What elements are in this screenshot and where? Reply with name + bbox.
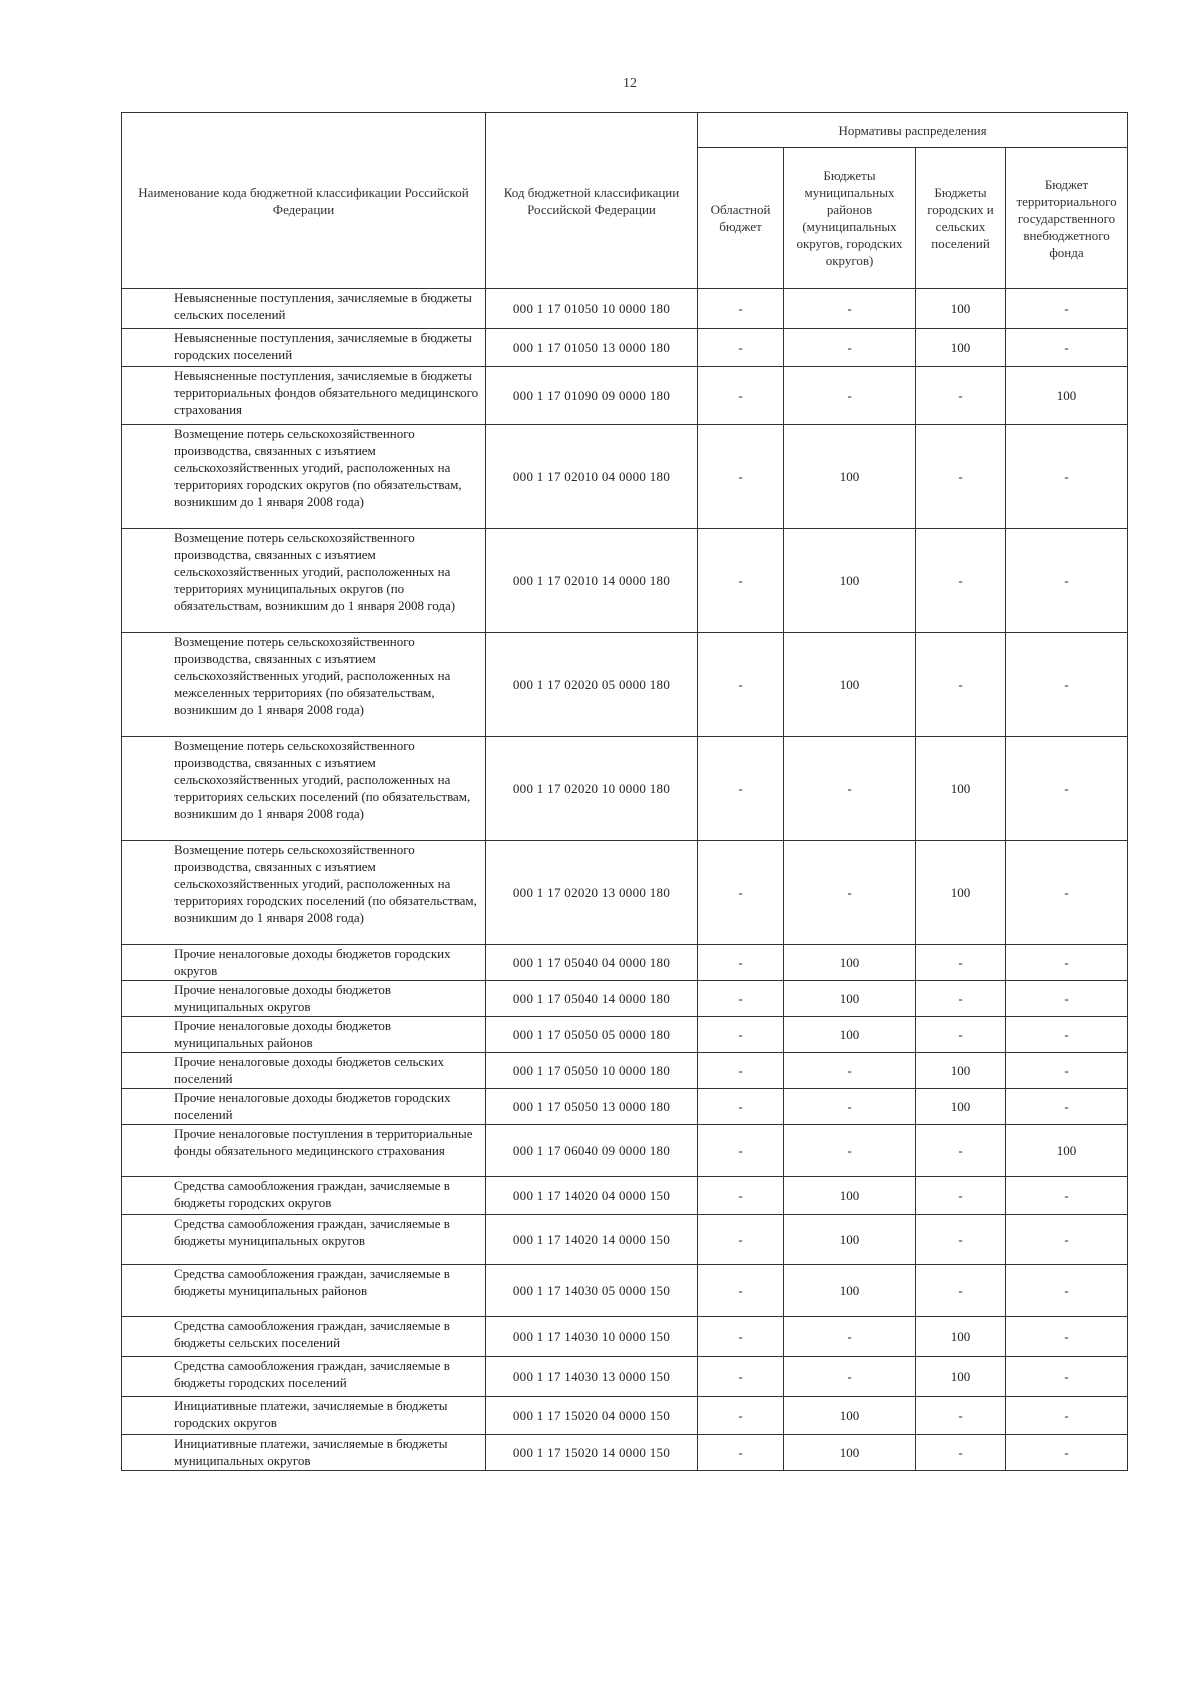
row-code: 000 1 17 05050 05 0000 180 [486, 1017, 698, 1053]
row-name: Прочие неналоговые доходы бюджетов сельских поселений [122, 1053, 486, 1089]
row-settlement-value: 100 [916, 1089, 1006, 1125]
row-fund-value: - [1006, 1317, 1128, 1357]
table-row [122, 1265, 1128, 1317]
table-body [122, 289, 1128, 1471]
row-name: Возмещение потерь сельскохозяйственного производства, связанных с изъятием сельскохозяйственных угодий, расположенных на межселенных территориях (по обязательствам, возникшим до 1 января 2008 года) [122, 633, 486, 737]
row-code: 000 1 17 06040 09 0000 180 [486, 1125, 698, 1177]
row-fund-value: - [1006, 633, 1128, 737]
row-regional-value: - [698, 529, 784, 633]
row-municipal-value: - [784, 1317, 916, 1357]
budget-distribution-table [121, 112, 1128, 1471]
table-row [122, 289, 1128, 329]
row-regional-value: - [698, 981, 784, 1017]
row-municipal-value: - [784, 1357, 916, 1397]
row-regional-value: - [698, 1317, 784, 1357]
row-name: Прочие неналоговые доходы бюджетов муниципальных округов [122, 981, 486, 1017]
table-row [122, 1215, 1128, 1265]
row-name: Прочие неналоговые доходы бюджетов городских поселений [122, 1089, 486, 1125]
row-name: Невыясненные поступления, зачисляемые в бюджеты городских поселений [122, 329, 486, 367]
row-settlement-value: - [916, 1017, 1006, 1053]
row-settlement-value: - [916, 1397, 1006, 1435]
row-name: Возмещение потерь сельскохозяйственного производства, связанных с изъятием сельскохозяйственных угодий, расположенных на территориях городских поселений (по обязательствам, возникшим до 1 января 2008 года) [122, 841, 486, 945]
row-regional-value: - [698, 1397, 784, 1435]
row-name: Возмещение потерь сельскохозяйственного производства, связанных с изъятием сельскохозяйственных угодий, расположенных на территориях муниципальных округов (по обязательствам, возникшим до 1 января 2008 года) [122, 529, 486, 633]
row-regional-value: - [698, 841, 784, 945]
table-row [122, 981, 1128, 1017]
row-code: 000 1 17 05050 10 0000 180 [486, 1053, 698, 1089]
table-row [122, 1317, 1128, 1357]
row-fund-value: - [1006, 981, 1128, 1017]
row-code: 000 1 17 05040 04 0000 180 [486, 945, 698, 981]
row-municipal-value: 100 [784, 1435, 916, 1471]
row-regional-value: - [698, 1089, 784, 1125]
table-row [122, 1053, 1128, 1089]
header-municipal-budgets: Бюджеты муниципальных районов (муниципальных округов, городских округов) [784, 148, 916, 289]
row-code: 000 1 17 14030 10 0000 150 [486, 1317, 698, 1357]
row-settlement-value: 100 [916, 1053, 1006, 1089]
row-name: Прочие неналоговые поступления в территориальные фонды обязательного медицинского страхования [122, 1125, 486, 1177]
row-regional-value: - [698, 1177, 784, 1215]
row-settlement-value: 100 [916, 329, 1006, 367]
row-regional-value: - [698, 367, 784, 425]
row-name: Средства самообложения граждан, зачисляемые в бюджеты городских поселений [122, 1357, 486, 1397]
table-row [122, 1089, 1128, 1125]
row-municipal-value: - [784, 289, 916, 329]
header-code-column: Код бюджетной классификации Российской Федерации [486, 113, 698, 289]
row-fund-value: 100 [1006, 1125, 1128, 1177]
row-regional-value: - [698, 1357, 784, 1397]
row-municipal-value: - [784, 737, 916, 841]
row-code: 000 1 17 02010 14 0000 180 [486, 529, 698, 633]
row-regional-value: - [698, 737, 784, 841]
table-row [122, 1397, 1128, 1435]
row-fund-value: - [1006, 945, 1128, 981]
table-row [122, 1125, 1128, 1177]
row-municipal-value: 100 [784, 1265, 916, 1317]
row-fund-value: - [1006, 1089, 1128, 1125]
row-code: 000 1 17 14030 05 0000 150 [486, 1265, 698, 1317]
row-fund-value: - [1006, 1265, 1128, 1317]
row-municipal-value: - [784, 367, 916, 425]
row-settlement-value: - [916, 367, 1006, 425]
row-regional-value: - [698, 1053, 784, 1089]
row-code: 000 1 17 02020 10 0000 180 [486, 737, 698, 841]
row-settlement-value: 100 [916, 289, 1006, 329]
row-code: 000 1 17 14020 14 0000 150 [486, 1215, 698, 1265]
row-settlement-value: 100 [916, 1317, 1006, 1357]
row-name: Средства самообложения граждан, зачисляемые в бюджеты муниципальных районов [122, 1265, 486, 1317]
row-municipal-value: 100 [784, 945, 916, 981]
row-municipal-value: - [784, 841, 916, 945]
row-settlement-value: - [916, 981, 1006, 1017]
row-regional-value: - [698, 1265, 784, 1317]
table-row [122, 425, 1128, 529]
row-code: 000 1 17 05040 14 0000 180 [486, 981, 698, 1017]
page-number: 12 [623, 76, 637, 91]
row-code: 000 1 17 15020 14 0000 150 [486, 1435, 698, 1471]
row-regional-value: - [698, 289, 784, 329]
row-municipal-value: - [784, 1089, 916, 1125]
row-code: 000 1 17 02020 13 0000 180 [486, 841, 698, 945]
row-regional-value: - [698, 1435, 784, 1471]
row-settlement-value: - [916, 1177, 1006, 1215]
row-regional-value: - [698, 425, 784, 529]
row-fund-value: - [1006, 329, 1128, 367]
row-name: Прочие неналоговые доходы бюджетов городских округов [122, 945, 486, 981]
row-settlement-value: - [916, 1435, 1006, 1471]
row-code: 000 1 17 02020 05 0000 180 [486, 633, 698, 737]
row-municipal-value: 100 [784, 529, 916, 633]
row-fund-value: - [1006, 841, 1128, 945]
table-row [122, 841, 1128, 945]
row-settlement-value: - [916, 633, 1006, 737]
row-regional-value: - [698, 1215, 784, 1265]
row-fund-value: - [1006, 1357, 1128, 1397]
row-fund-value: 100 [1006, 367, 1128, 425]
table-row [122, 1435, 1128, 1471]
row-regional-value: - [698, 1125, 784, 1177]
table-row [122, 329, 1128, 367]
row-code: 000 1 17 01050 10 0000 180 [486, 289, 698, 329]
row-fund-value: - [1006, 737, 1128, 841]
table-header [122, 113, 1128, 289]
header-distribution-group: Нормативы распределения [698, 113, 1128, 148]
row-fund-value: - [1006, 529, 1128, 633]
row-name: Возмещение потерь сельскохозяйственного производства, связанных с изъятием сельскохозяйственных угодий, расположенных на территориях городских округов (по обязательствам, возникшим до 1 января 2008 года) [122, 425, 486, 529]
row-municipal-value: 100 [784, 1397, 916, 1435]
table-row [122, 1177, 1128, 1215]
table-row [122, 1357, 1128, 1397]
row-name: Прочие неналоговые доходы бюджетов муниципальных районов [122, 1017, 486, 1053]
row-fund-value: - [1006, 1215, 1128, 1265]
row-code: 000 1 17 02010 04 0000 180 [486, 425, 698, 529]
row-name: Средства самообложения граждан, зачисляемые в бюджеты муниципальных округов [122, 1215, 486, 1265]
table-row [122, 945, 1128, 981]
row-code: 000 1 17 01050 13 0000 180 [486, 329, 698, 367]
row-fund-value: - [1006, 1435, 1128, 1471]
row-name: Средства самообложения граждан, зачисляемые в бюджеты городских округов [122, 1177, 486, 1215]
header-extrabudgetary-fund: Бюджет территориального государственного внебюджетного фонда [1006, 148, 1128, 289]
header-regional-budget: Областной бюджет [698, 148, 784, 289]
row-regional-value: - [698, 329, 784, 367]
header-name-column: Наименование кода бюджетной классификации Российской Федерации [122, 113, 486, 289]
row-regional-value: - [698, 633, 784, 737]
row-municipal-value: 100 [784, 981, 916, 1017]
row-settlement-value: 100 [916, 841, 1006, 945]
row-fund-value: - [1006, 1053, 1128, 1089]
row-municipal-value: - [784, 1125, 916, 1177]
row-name: Инициативные платежи, зачисляемые в бюджеты городских округов [122, 1397, 486, 1435]
table-row [122, 737, 1128, 841]
row-code: 000 1 17 01090 09 0000 180 [486, 367, 698, 425]
row-fund-value: - [1006, 1017, 1128, 1053]
header-settlement-budgets: Бюджеты городских и сельских поселений [916, 148, 1006, 289]
table-row [122, 367, 1128, 425]
row-name: Невыясненные поступления, зачисляемые в бюджеты сельских поселений [122, 289, 486, 329]
row-fund-value: - [1006, 1177, 1128, 1215]
row-fund-value: - [1006, 1397, 1128, 1435]
row-name: Средства самообложения граждан, зачисляемые в бюджеты сельских поселений [122, 1317, 486, 1357]
row-settlement-value: - [916, 1125, 1006, 1177]
row-code: 000 1 17 05050 13 0000 180 [486, 1089, 698, 1125]
row-municipal-value: - [784, 329, 916, 367]
row-settlement-value: 100 [916, 737, 1006, 841]
row-settlement-value: - [916, 425, 1006, 529]
row-municipal-value: 100 [784, 425, 916, 529]
row-regional-value: - [698, 1017, 784, 1053]
table-row [122, 529, 1128, 633]
row-settlement-value: 100 [916, 1357, 1006, 1397]
table-row [122, 633, 1128, 737]
row-settlement-value: - [916, 945, 1006, 981]
row-code: 000 1 17 14030 13 0000 150 [486, 1357, 698, 1397]
row-fund-value: - [1006, 425, 1128, 529]
row-code: 000 1 17 14020 04 0000 150 [486, 1177, 698, 1215]
row-name: Инициативные платежи, зачисляемые в бюджеты муниципальных округов [122, 1435, 486, 1471]
row-settlement-value: - [916, 1215, 1006, 1265]
row-name: Возмещение потерь сельскохозяйственного производства, связанных с изъятием сельскохозяйственных угодий, расположенных на территориях сельских поселений (по обязательствам, возникшим до 1 января 2008 года) [122, 737, 486, 841]
row-name: Невыясненные поступления, зачисляемые в бюджеты территориальных фондов обязательного медицинского страхования [122, 367, 486, 425]
table-row [122, 1017, 1128, 1053]
row-fund-value: - [1006, 289, 1128, 329]
row-municipal-value: 100 [784, 1017, 916, 1053]
row-settlement-value: - [916, 529, 1006, 633]
row-regional-value: - [698, 945, 784, 981]
row-municipal-value: 100 [784, 1215, 916, 1265]
row-municipal-value: 100 [784, 633, 916, 737]
row-municipal-value: - [784, 1053, 916, 1089]
row-municipal-value: 100 [784, 1177, 916, 1215]
row-settlement-value: - [916, 1265, 1006, 1317]
row-code: 000 1 17 15020 04 0000 150 [486, 1397, 698, 1435]
